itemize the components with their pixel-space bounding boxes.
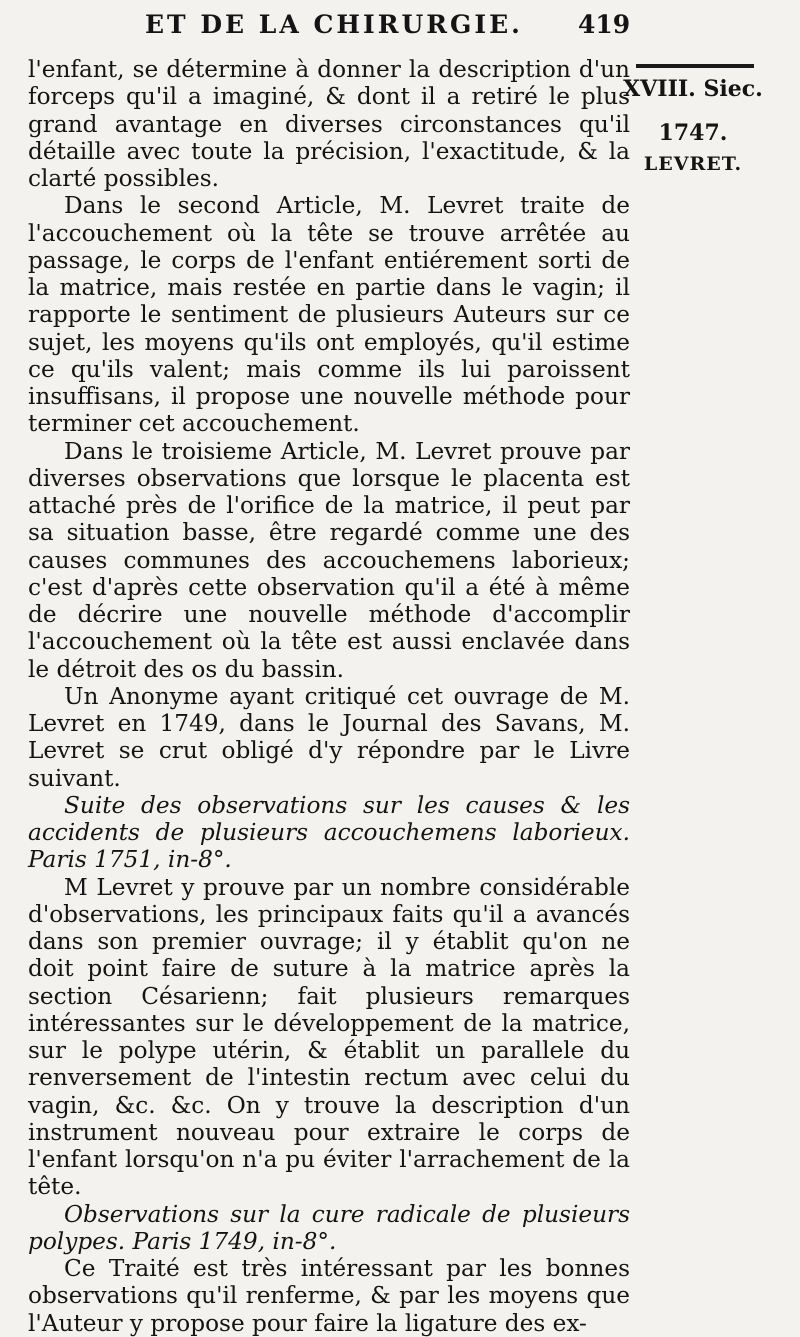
margin-note-year: 1747. xyxy=(658,120,728,146)
margin-note-century: XVIII. Siec. xyxy=(623,76,763,102)
body-text xyxy=(28,56,630,1337)
book-title-entry: Suite des observations sur les causes & les accidents de plusieurs accouchemens laborieux. Paris 1751, in-8°. xyxy=(28,791,630,874)
paragraph: M Levret y prouve par un nombre considérable d'observations, les principaux faits qu'il a avancés dans son premier ouvrage; il y établit qu'on ne doit point faire de suture à la matrice après la section Césarienn; fait plusieurs remarques intéressantes sur le développement de la matrice, sur le polype utérin, & établit un parallele du renversement de l'intestin rectum avec celui du vagin, &c. &c. On y trouve la description d'un instrument nouveau pour extraire le corps de l'enfant lorsqu'on n'a pu éviter l'arrachement de la tête. xyxy=(28,873,630,1201)
running-head: ET DE LA CHIRURGIE. xyxy=(145,10,523,39)
paragraph: l'enfant, se détermine à donner la description d'un forceps qu'il a imaginé, & dont il a retiré le plus grand avantage en diverses circonstances qu'il détaille avec toute la précision, l'exactitude, & la clarté possibles. xyxy=(28,56,630,192)
paragraph: Un Anonyme ayant critiqué cet ouvrage de M. Levret en 1749, dans le Journal des Savans, M. Levret se crut obligé d'y répondre par le Livre suivant. xyxy=(28,682,630,792)
page-number: 419 xyxy=(578,10,631,39)
paragraph: Dans le second Article, M. Levret traite de l'accouchement où la tête se trouve arrêtée au passage, le corps de l'enfant entiérement sorti de la matrice, mais restée en partie dans le vagin; il rapporte le sentiment de plusieurs Auteurs sur ce sujet, les moyens qu'ils ont employés, qu'il estime ce qu'ils valent; mais comme ils lui paroissent insuffisans, il propose une nouvelle méthode pour terminer cet accouchement. xyxy=(28,192,630,438)
paragraph: Ce Traité est très intéressant par les bonnes observations qu'il renferme, & par les moyens que l'Auteur y propose pour faire la ligature des ex- xyxy=(28,1255,630,1337)
book-title-entry: Observations sur la cure radicale de plusieurs polypes. Paris 1749, in-8°. xyxy=(28,1200,630,1255)
margin-note-author: LEVRET. xyxy=(643,153,743,175)
margin-rule xyxy=(636,64,754,68)
paragraph: Dans le troisieme Article, M. Levret prouve par diverses observations que lorsque le placenta est attaché près de l'orifice de la matrice, il peut par sa situation basse, être regardé comme une des causes communes des accouchemens laborieux; c'est d'après cette observation qu'il a été à même de décrire une nouvelle méthode d'accomplir l'accouchement où la tête est aussi enclavée dans le détroit des os du bassin. xyxy=(28,437,630,683)
